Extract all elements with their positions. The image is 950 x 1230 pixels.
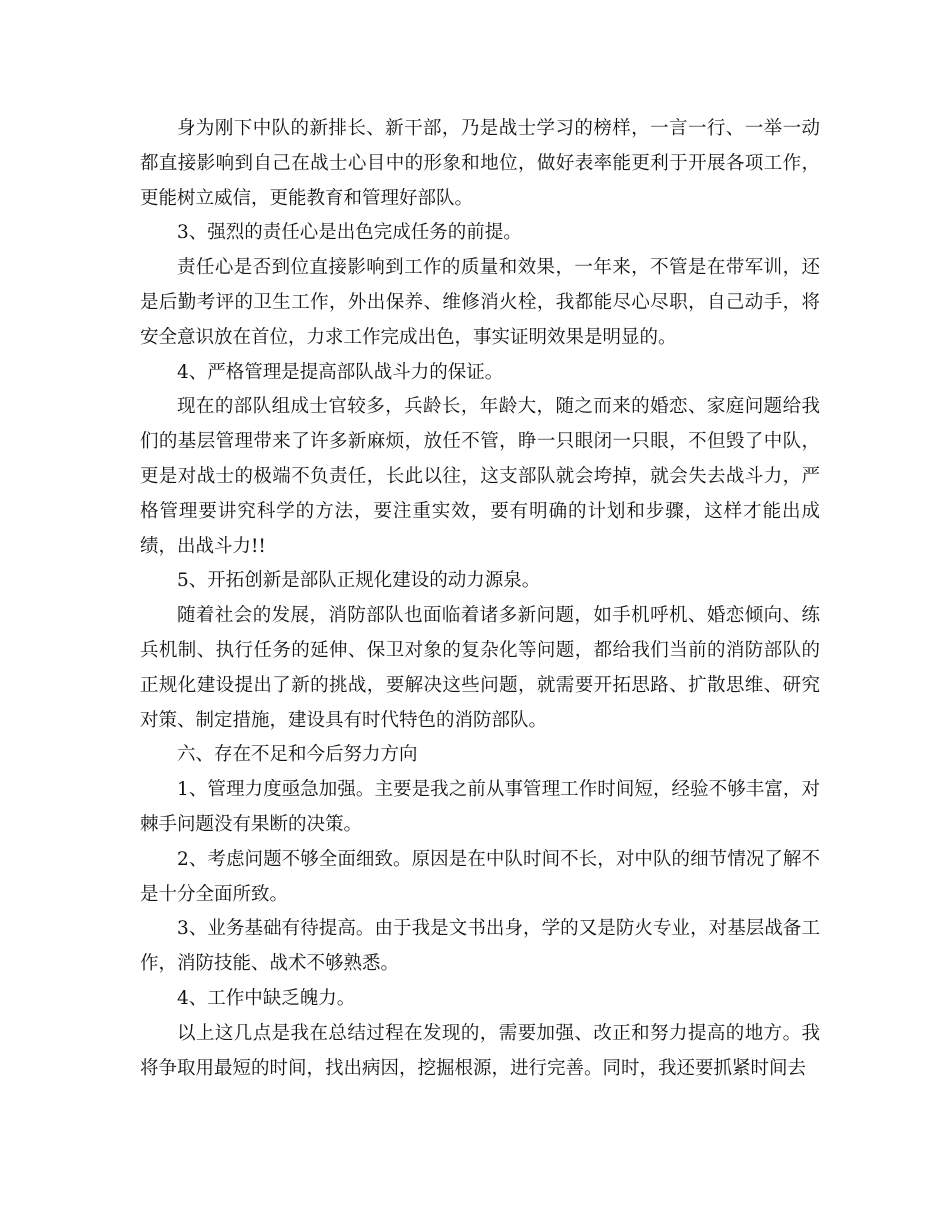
paragraph-conclusion: 以上这几点是我在总结过程在发现的，需要加强、改正和努力提高的地方。我将争取用最短的时间，找出病因，挖掘根源，进行完善。同时，我还要抓紧时间去 — [140, 1022, 820, 1079]
shortcoming-item-1: 1、管理力度亟急加强。主要是我之前从事管理工作时间短，经验不够丰富，对棘手问题没有果断的决策。 — [140, 779, 820, 835]
paragraph-intro: 身为刚下中队的新排长、新干部，乃是战士学习的榜样，一言一行、一举一动都直接影响到自己在战士心目中的形象和地位，做好表率能更利于开展各项工作，更能树立威信，更能教育和管理好部队。 — [140, 118, 820, 209]
heading-strict-management: 4、严格管理是提高部队战斗力的保证。 — [177, 361, 504, 383]
heading-responsibility: 3、强烈的责任心是出色完成任务的前提。 — [177, 222, 522, 244]
section-heading-shortcomings: 六、存在不足和今后努力方向 — [177, 744, 418, 766]
paragraph-responsibility: 责任心是否到位直接影响到工作的质量和效果，一年来，不管是在带军训，还是后勤考评的卫生工作，外出保养、维修消火栓，我都能尽心尽职，自己动手，将安全意识放在首位，力求工作完成出色，事实证明效果是明显的。 — [140, 257, 820, 348]
shortcoming-item-4: 4、工作中缺乏魄力。 — [177, 987, 356, 1009]
paragraph-strict-management: 现在的部队组成士官较多，兵龄长，年龄大，随之而来的婚恋、家庭问题给我们的基层管理带来了许多新麻烦，放任不管，睁一只眼闭一只眼，不但毁了中队，更是对战士的极端不负责任，长此以往，这支部队就会垮掉，就会失去战斗力，严格管理要讲究科学的方法，要注重实效，要有明确的计划和步骤，这样才能出成绩，出战斗力!! — [140, 396, 820, 557]
shortcoming-item-3: 3、业务基础有待提高。由于我是文书出身，学的又是防火专业，对基层战备工作，消防技能、战术不够熟悉。 — [140, 918, 820, 975]
heading-innovation: 5、开拓创新是部队正规化建设的动力源泉。 — [177, 570, 541, 592]
paragraph-innovation: 随着社会的发展，消防部队也面临着诸多新问题，如手机呼机、婚恋倾向、练兵机制、执行任务的延伸、保卫对象的复杂化等问题，都给我们当前的消防部队的正规化建设提出了新的挑战，要解决这些问题，就需要开拓思路、扩散思维、研究对策、制定措施，建设具有时代特色的消防部队。 — [140, 605, 820, 731]
document-body — [140, 112, 820, 1086]
shortcoming-item-2: 2、考虑问题不够全面细致。原因是在中队时间不长，对中队的细节情况了解不是十分全面所致。 — [140, 848, 820, 905]
